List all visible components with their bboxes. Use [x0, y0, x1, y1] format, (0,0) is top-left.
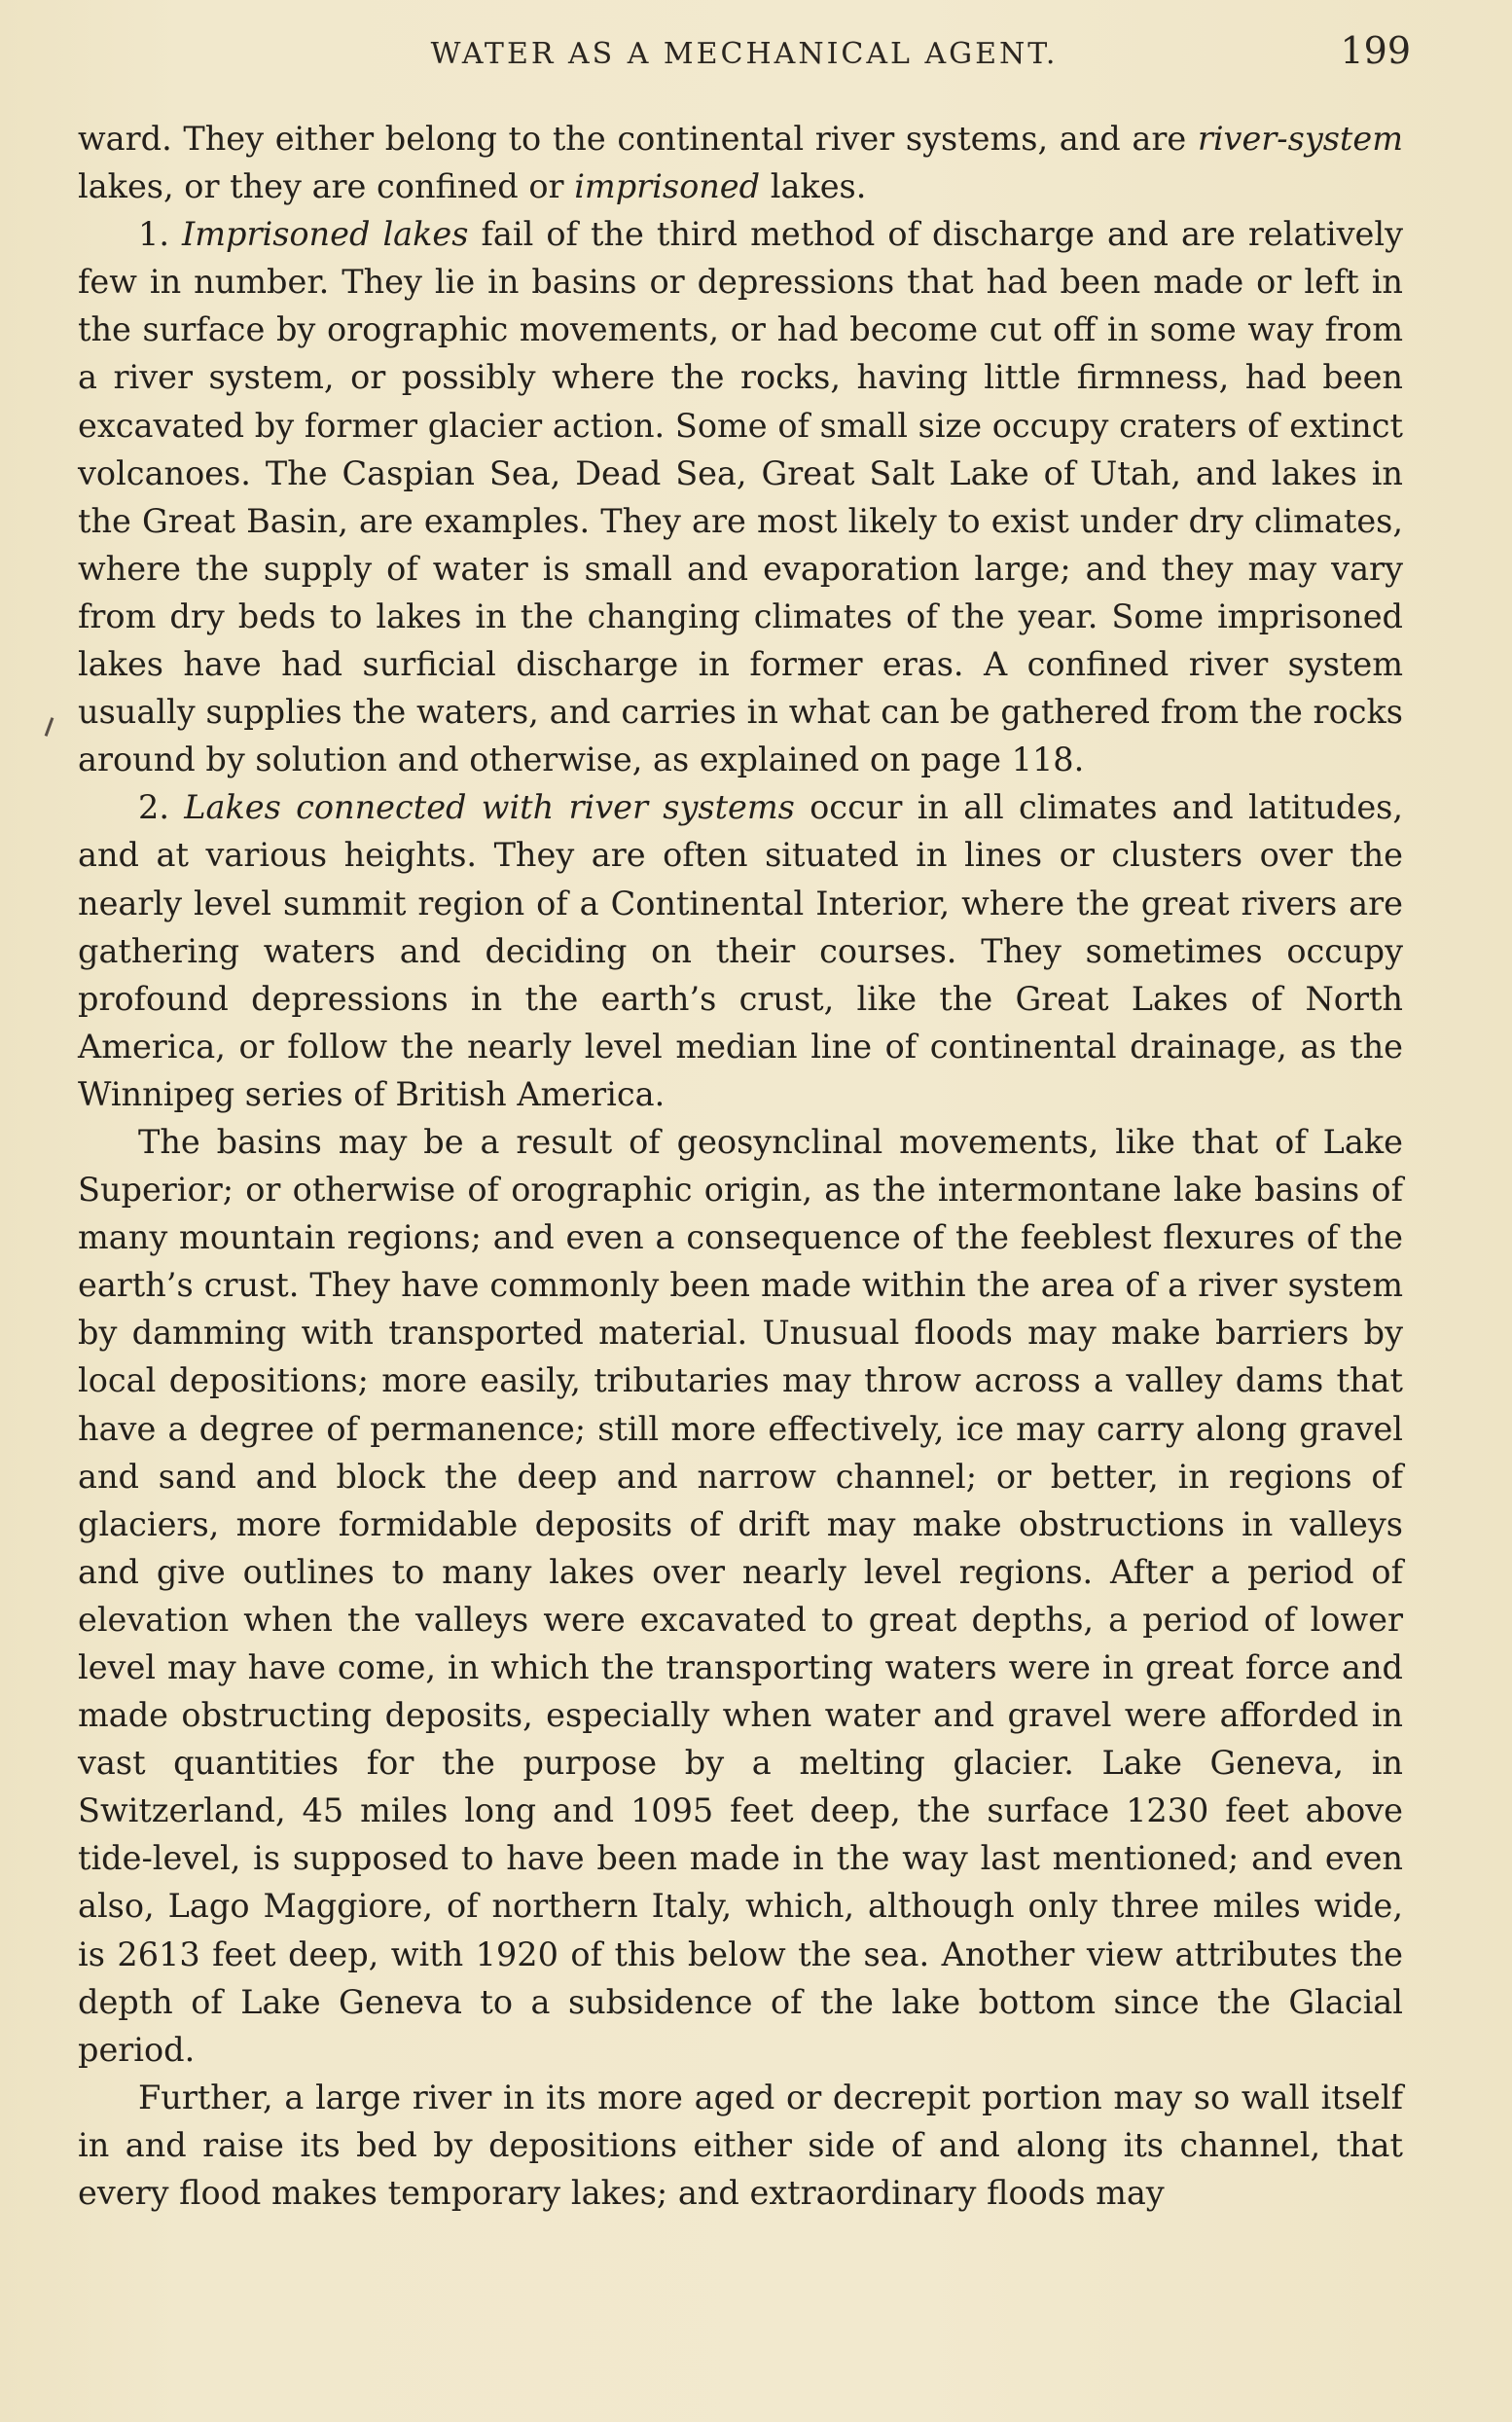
text-run: 1.	[138, 215, 183, 254]
text-run: ward. They either belong to the continental river systems, and are	[78, 120, 1198, 158]
italic-term: imprisoned	[574, 167, 761, 206]
text-run: lakes.	[760, 167, 867, 206]
text-run: The basins may be a result of geosynclinal movements, like that of Lake Superior; or otherwise of orographic origin, as the intermontane lake basins of many mountain regions; and even a consequence of the feeblest flexures of the earth’s crust. They have commonly been made within the area of a river system by damming with transported material. Unusual floods may make barriers by local depositions; more easily, tributaries may throw across a valley dams that have a degree of permanence; still more effectively, ice may carry along gravel and sand and block the deep and narrow channel; or better, in regions of glaciers, more formidable deposits of drift may make obstructions in valleys and give outlines to many lakes over nearly level regions. After a period of elevation when the valleys were excavated to great depths, a period of lower level may have come, in which the transporting waters were in great force and made obstructing deposits, especially when water and gravel were afforded in vast quantities for the purpose by a melting glacier. Lake Geneva, in Switzerland, 45 miles long and 1095 feet deep, the surface 1230 feet above tide-level, is supposed to have been made in the way last mentioned; and even also, Lago Maggiore, of northern Italy, which, although only three miles wide, is 2613 feet deep, with 1920 of this below the sea. Another view attributes the depth of Lake Geneva to a subsidence of the lake bottom since the Glacial period.	[78, 1122, 1403, 2069]
paragraph	[78, 115, 1403, 210]
text-run: 2.	[138, 788, 185, 827]
margin-mark	[45, 717, 54, 737]
paragraph	[78, 210, 1403, 783]
paragraph	[78, 2074, 1403, 2217]
text-run: lakes, or they are confined or	[78, 167, 575, 206]
body-text	[78, 115, 1403, 2217]
paragraph	[78, 1118, 1403, 2074]
page-number: 199	[1340, 29, 1411, 72]
italic-term: Lakes connected with river systems	[184, 788, 795, 827]
running-title: WATER AS A MECHANICAL AGENT.	[430, 37, 1059, 71]
text-run: fail of the third method of discharge and are relatively few in number. They lie in basins or depressions that had been made or left in the surface by orographic movements, or had become cut off in some way from a river system, or possibly where the rocks, having little firmness, had been excavated by former glacier action. Some of small size occupy craters of extinct volcanoes. The Caspian Sea, Dead Sea, Great Salt Lake of Utah, and lakes in the Great Basin, are examples. They are most likely to exist under dry climates, where the supply of water is small and evaporation large; and they may vary from dry beds to lakes in the changing climates of the year. Some imprisoned lakes have had surficial discharge in former eras. A confined river system usually supplies the waters, and carries in what can be gathered from the rocks around by solution and otherwise, as explained on page 118.	[78, 215, 1404, 779]
italic-term: Imprisoned lakes	[182, 215, 469, 254]
text-run: occur in all climates and latitudes, and at various heights. They are often situated in lines or clusters over the nearly level summit region of a Continental Interior, where the great rivers are gathering waters and deciding on their courses. They sometimes occupy profound depressions in the earth’s crust, like the Great Lakes of North America, or follow the nearly level median line of continental drainage, as the Winnipeg series of British America.	[78, 788, 1403, 1113]
page-header	[78, 29, 1411, 88]
text-run: Further, a large river in its more aged or decrepit portion may so wall itself in and raise its bed by depositions either side of and along its channel, that every flood makes temporary lakes; and extraordinary floods may	[78, 2078, 1403, 2213]
italic-term: river-system	[1197, 120, 1403, 158]
paragraph	[78, 783, 1403, 1118]
